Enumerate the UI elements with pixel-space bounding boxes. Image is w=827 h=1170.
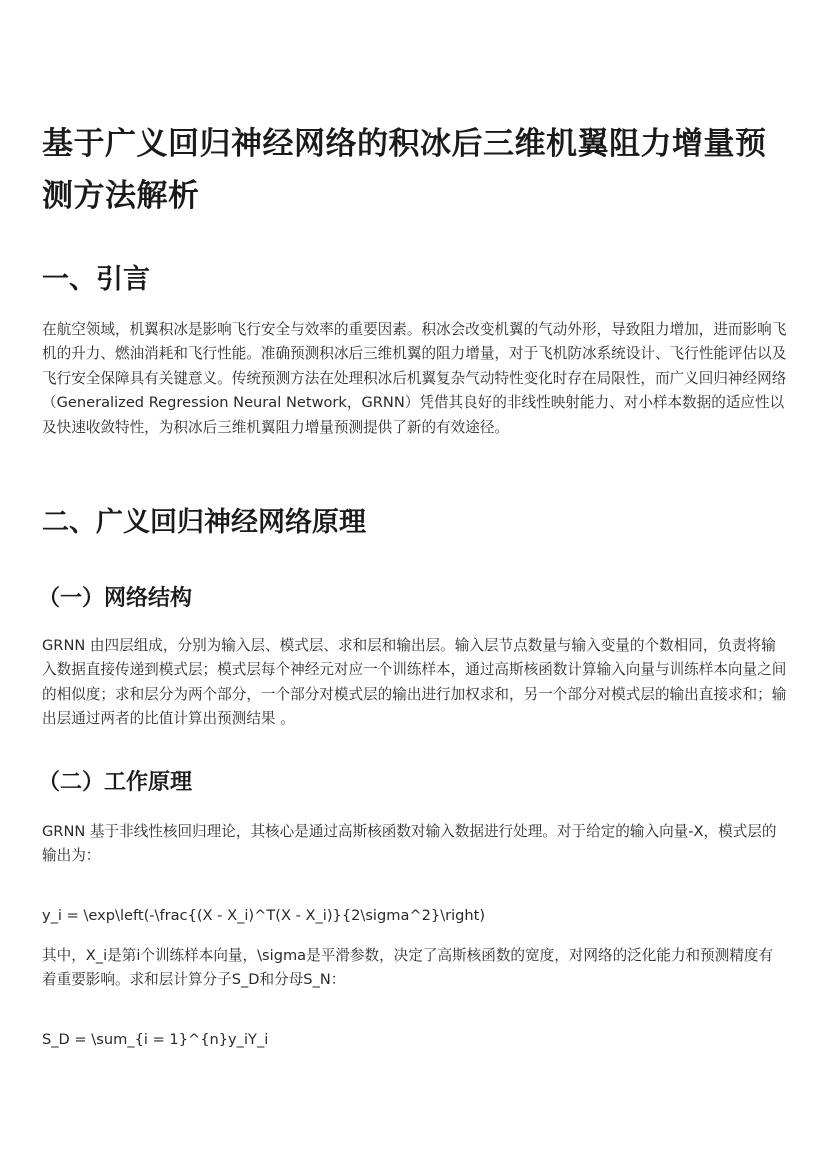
formula-summation-sd: S_D = \sum_{i = 1}^{n}y_iY_i (42, 1031, 269, 1048)
intro-paragraph: 在航空领域，机翼积冰是影响飞行安全与效率的重要因素。积冰会改变机翼的气动外形，导致阻力增加，进而影响飞机的升力、燃油消耗和飞行性能。准确预测积冰后三维机翼的阻力增量，对于飞机防冰系统设计、飞行性能评估以及飞行安全保障具有关键意义。传统预测方法在处理积冰后机翼复杂气动特性变化时存在局限性，而广义回归神经网络（Generalized Regression Neural Network，GRNN）凭借其良好的非线性映射能力、对小样本数据的适应性以及快速收敛特性，为积冰后三维机翼阻力增量预测提供了新的有效途径。 (42, 321, 787, 436)
working-paragraph-2: 其中，X_i是第i个训练样本向量，\sigma是平滑参数，决定了高斯核函数的宽度，对网络的泛化能力和预测精度有着重要影响。求和层计算分子S_D和分母S_N： (42, 947, 774, 989)
structure-paragraph: GRNN 由四层组成，分别为输入层、模式层、求和层和输出层。输入层节点数量与输入变量的个数相同，负责将输入数据直接传递到模式层；模式层每个神经元对应一个训练样本，通过高斯核函数计算输入向量与训练样本向量之间的相似度；求和层分为两个部分，一个部分对模式层的输出进行加权求和，另一个部分对模式层的输出直接求和；输出层通过两者的比值计算出预测结果 。 (42, 637, 787, 728)
section-heading-intro: 一、引言 (42, 264, 150, 295)
working-paragraph-1: GRNN 基于非线性核回归理论，其核心是通过高斯核函数对输入数据进行处理。对于给定的输入向量-X，模式层的输出为： (42, 823, 777, 865)
section-heading-principle: 二、广义回归神经网络原理 (42, 507, 366, 538)
subsection-heading-structure: （一）网络结构 (38, 586, 193, 611)
document-title: 基于广义回归神经网络的积冰后三维机翼阻力增量预测方法解析 (42, 126, 767, 214)
subsection-heading-working: （二）工作原理 (38, 770, 193, 795)
formula-pattern-output: y_i = \exp\left(-\frac{(X - X_i)^T(X - X_i)}{2\sigma^2}\right) (42, 907, 486, 924)
